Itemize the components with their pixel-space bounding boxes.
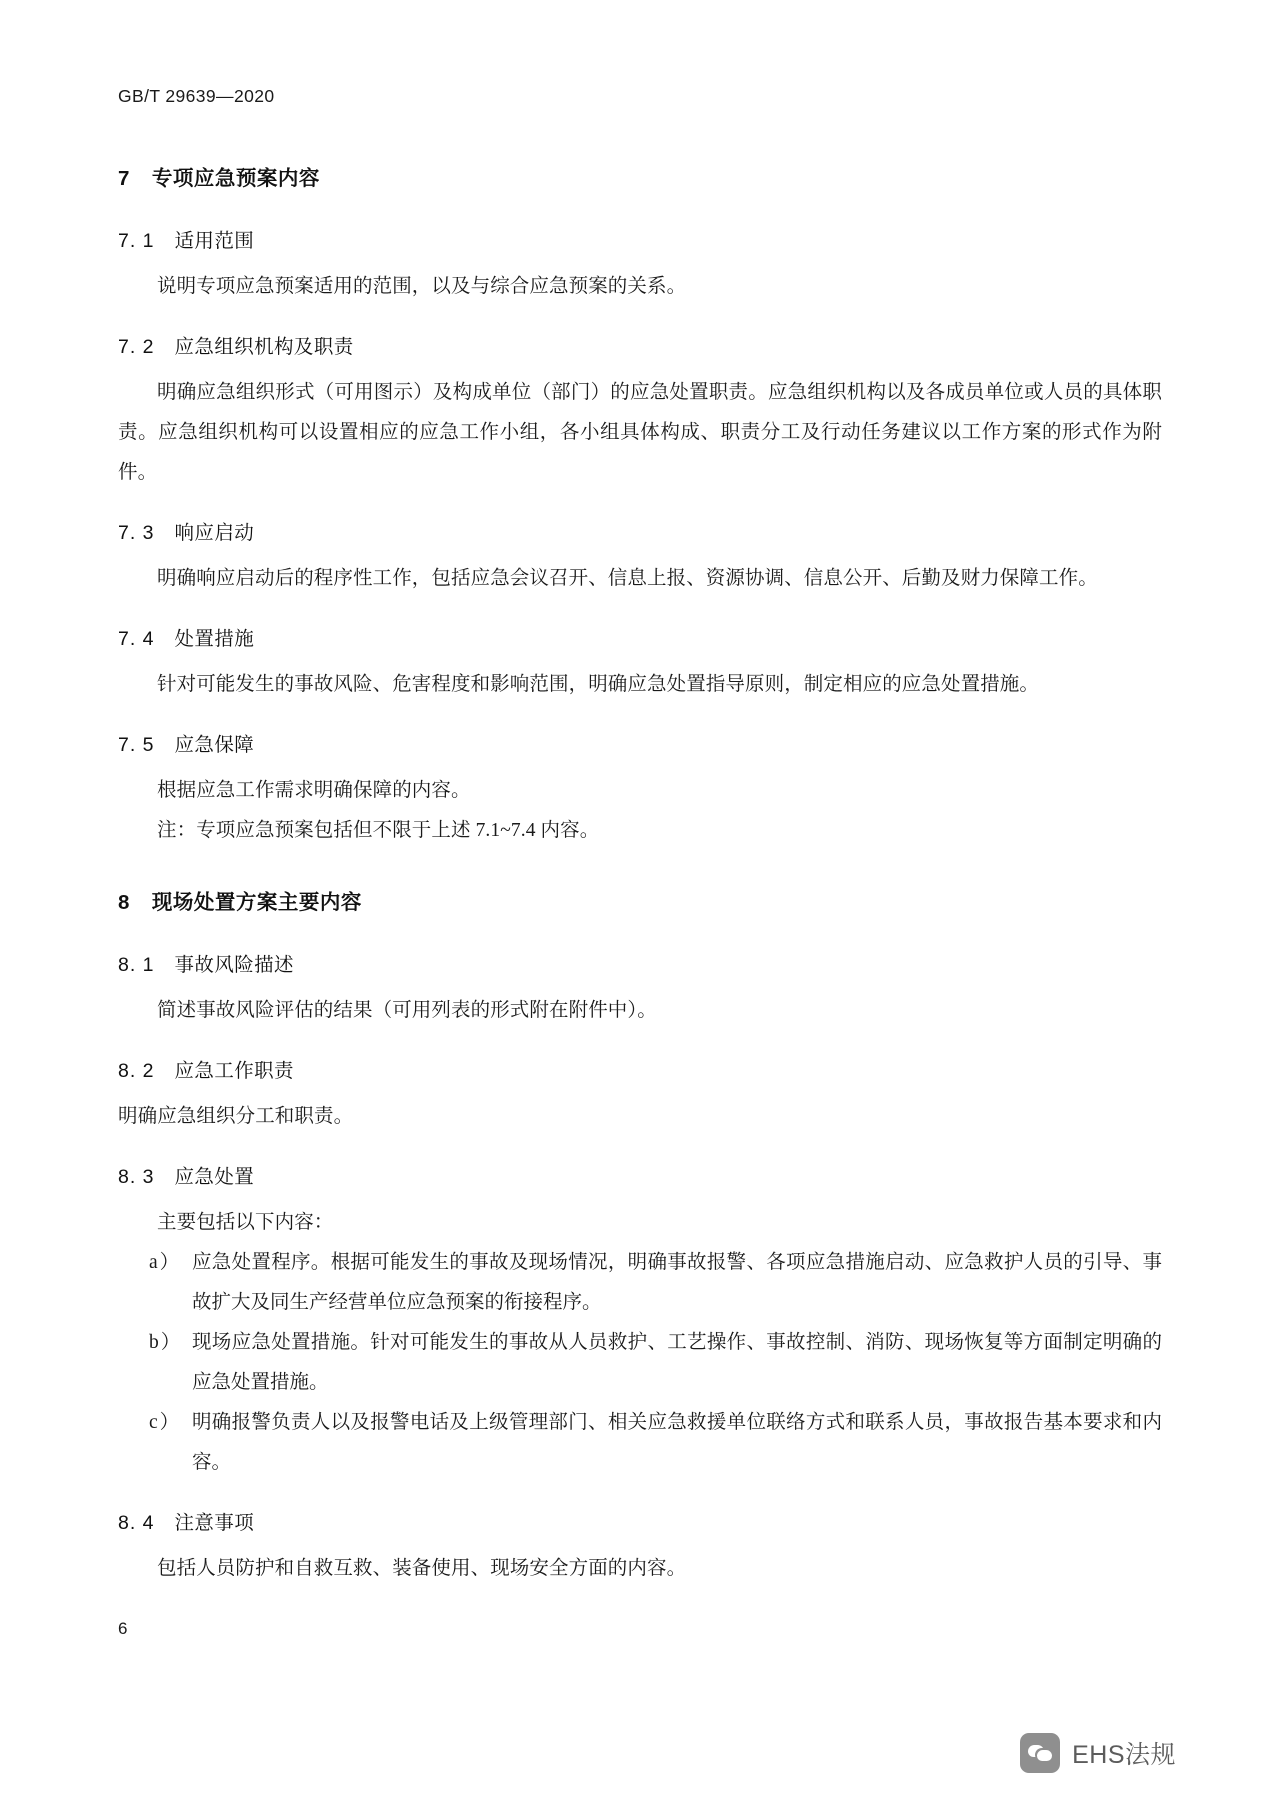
subsection-heading-7-3 [118,517,1162,545]
subsection-heading-8-2 [118,1055,1162,1083]
list-item [118,1323,1162,1403]
list-item-text: 现场应急处置措施。针对可能发生的事故从人员救护、工艺操作、事故控制、消防、现场恢复等方面制定明确的应急处置措施。 [192,1332,1162,1393]
subsection-title-7-4: 处置措施 [174,628,255,650]
subsection-title-7-5: 应急保障 [174,734,255,756]
section-heading-7 [118,161,1162,191]
subsection-title-8-1: 事故风险描述 [174,954,294,976]
subsection-title-8-3: 应急处置 [174,1166,255,1188]
subsection-title-7-1: 适用范围 [174,230,255,252]
paragraph-7-1: 说明专项应急预案适用的范围，以及与综合应急预案的关系。 [157,276,687,297]
list-item [118,1243,1162,1323]
subsection-title-7-2: 应急组织机构及职责 [174,336,354,358]
paragraph-7-2: 明确应急组织形式（可用图示）及构成单位（部门）的应急处置职责。应急组织机构以及各成员单位或人员的具体职责。应急组织机构可以设置相应的应急工作小组，各小组具体构成、职责分工及行动任务建议以工作方案的形式作为附件。 [118,382,1162,483]
paragraph-8-2: 明确应急组织分工和职责。 [118,1106,354,1127]
subsection-number-7-5: 7. 5 [118,734,155,756]
wechat-icon [1020,1733,1060,1773]
subsection-heading-8-4 [118,1507,1162,1535]
section-title-7: 专项应急预案内容 [151,167,320,190]
section-number-8: 8 [118,891,130,914]
page-number: 6 [118,1619,128,1638]
subsection-number-8-1: 8. 1 [118,954,155,976]
paragraph-7-3: 明确响应启动后的程序性工作，包括应急会议召开、信息上报、资源协调、信息公开、后勤及财力保障工作。 [157,568,1098,589]
subsection-number-8-4: 8. 4 [118,1512,155,1534]
section-title-8: 现场处置方案主要内容 [151,891,362,914]
subsection-heading-8-1 [118,949,1162,977]
subsection-title-7-3: 响应启动 [174,522,255,544]
watermark-label: EHS法规 [1072,1741,1176,1769]
subsection-heading-8-3 [118,1161,1162,1189]
list-marker: a） [149,1252,182,1273]
paragraph-7-4: 针对可能发生的事故风险、危害程度和影响范围，明确应急处置指导原则，制定相应的应急处置措施。 [157,674,1040,695]
list-marker: c） [149,1412,182,1433]
list-marker: b） [149,1332,183,1353]
paragraph-7-5: 根据应急工作需求明确保障的内容。 [157,780,471,801]
paragraph-8-3: 主要包括以下内容： [157,1212,334,1233]
subsection-heading-7-1 [118,225,1162,253]
paragraph-8-4: 包括人员防护和自救互救、装备使用、现场安全方面的内容。 [157,1558,687,1579]
subsection-heading-7-4 [118,623,1162,651]
subsection-number-8-3: 8. 3 [118,1166,155,1188]
subsection-number-7-4: 7. 4 [118,628,155,650]
paragraph-8-1: 简述事故风险评估的结果（可用列表的形式附在附件中）。 [157,1000,657,1021]
subsection-title-8-2: 应急工作职责 [174,1060,294,1082]
standard-header: GB/T 29639—2020 [118,86,275,106]
watermark [1020,1733,1176,1773]
list-8-3 [118,1243,1162,1483]
subsection-number-8-2: 8. 2 [118,1060,155,1082]
list-item-text: 应急处置程序。根据可能发生的事故及现场情况，明确事故报警、各项应急措施启动、应急救护人员的引导、事故扩大及同生产经营单位应急预案的衔接程序。 [192,1252,1162,1313]
subsection-number-7-1: 7. 1 [118,230,155,252]
note-7-5: 注：专项应急预案包括但不限于上述 7.1~7.4 内容。 [157,820,600,841]
subsection-heading-7-5 [118,729,1162,757]
subsection-number-7-2: 7. 2 [118,336,155,358]
section-heading-8 [118,885,1162,915]
list-item-text: 明确报警负责人以及报警电话及上级管理部门、相关应急救援单位联络方式和联系人员，事故报告基本要求和内容。 [192,1412,1162,1473]
subsection-number-7-3: 7. 3 [118,522,155,544]
subsection-heading-7-2 [118,331,1162,359]
list-item [118,1403,1162,1483]
section-number-7: 7 [118,167,130,190]
subsection-title-8-4: 注意事项 [174,1512,255,1534]
